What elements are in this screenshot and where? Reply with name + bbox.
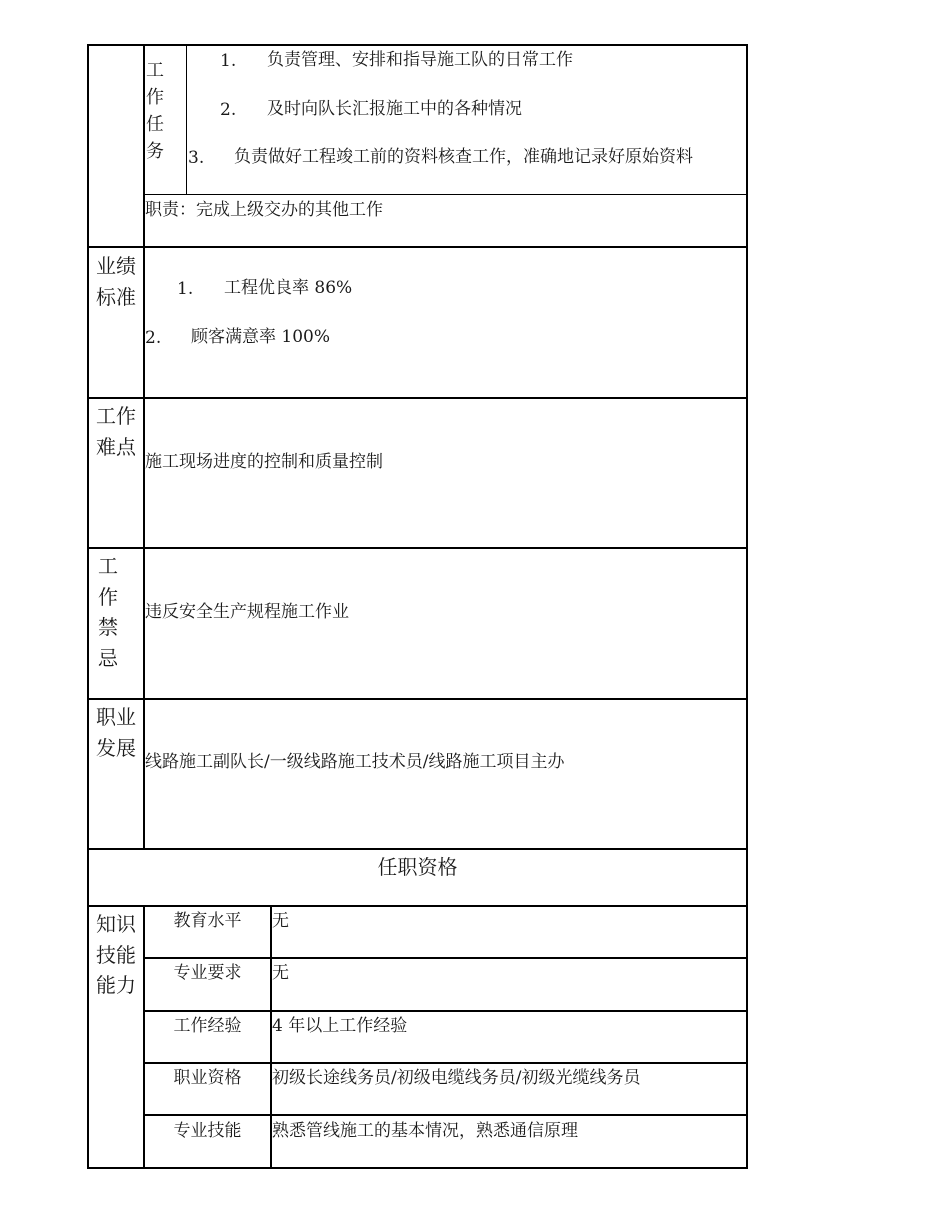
row-divider-difficulty <box>87 397 748 399</box>
table-border-right <box>746 44 748 1169</box>
row-divider-taboo <box>87 547 748 549</box>
row-divider-performance <box>87 246 748 248</box>
qual-row-divider-1 <box>143 957 748 959</box>
row-divider-career <box>87 698 748 700</box>
qual-row-divider-3 <box>143 1062 748 1064</box>
career-label: 职业发展 <box>96 705 136 760</box>
taboo-text: 违反安全生产规程施工作业 <box>145 602 349 622</box>
qualification-group-label: 知识技能能力 <box>96 912 136 997</box>
taboo-label: 工作禁忌 <box>98 554 118 670</box>
career-text: 线路施工副队长/一级线路施工技术员/线路施工项目主办 <box>145 752 565 772</box>
qualification-title: 任职资格 <box>377 855 458 879</box>
qual-row-4-value: 初级长途线务员/初级电缆线务员/初级光缆线务员 <box>272 1068 641 1088</box>
task-item-3-num: 3. <box>188 148 205 168</box>
qual-row-3-label: 工作经验 <box>173 1016 242 1036</box>
qual-row-5-value: 熟悉管线施工的基本情况，熟悉通信原理 <box>272 1121 578 1141</box>
task-item-2-num: 2. <box>220 100 237 120</box>
task-item-3-text: 负责做好工程竣工前的资料核查工作，准确地记录好原始资料 <box>234 147 693 167</box>
performance-item-2-num: 2. <box>145 328 162 348</box>
duty-text: 职责：完成上级交办的其他工作 <box>145 200 383 220</box>
qual-row-divider-2 <box>143 1010 748 1012</box>
performance-label: 业绩标准 <box>96 254 136 309</box>
task-item-2-text: 及时向队长汇报施工中的各种情况 <box>267 99 522 119</box>
performance-item-1-num: 1. <box>177 279 194 299</box>
row-divider-qual-rows <box>87 905 748 907</box>
task-duty-divider <box>143 194 748 195</box>
qual-row-divider-4 <box>143 1114 748 1116</box>
qual-row-1-label: 教育水平 <box>173 911 242 931</box>
row-divider-qual-title <box>87 848 748 850</box>
task-item-1-num: 1. <box>220 51 237 71</box>
task-item-1-text: 负责管理、安排和指导施工队的日常工作 <box>267 50 573 70</box>
difficulty-text: 施工现场进度的控制和质量控制 <box>145 452 383 472</box>
qual-row-2-value: 无 <box>272 963 289 983</box>
qual-row-3-value: 4 年以上工作经验 <box>272 1016 408 1036</box>
performance-item-1-text: 工程优良率 86% <box>224 278 353 298</box>
qual-row-2-label: 专业要求 <box>173 963 242 983</box>
qual-row-5-label: 专业技能 <box>173 1121 242 1141</box>
task-sub-label: 工作任务 <box>146 60 164 162</box>
performance-item-2-text: 顾客满意率 100% <box>191 327 331 347</box>
task-sublabel-divider <box>186 44 187 195</box>
qual-row-4-label: 职业资格 <box>173 1068 242 1088</box>
table-border-bottom <box>87 1167 748 1169</box>
qual-row-1-value: 无 <box>272 911 289 931</box>
difficulty-label: 工作难点 <box>96 404 136 459</box>
